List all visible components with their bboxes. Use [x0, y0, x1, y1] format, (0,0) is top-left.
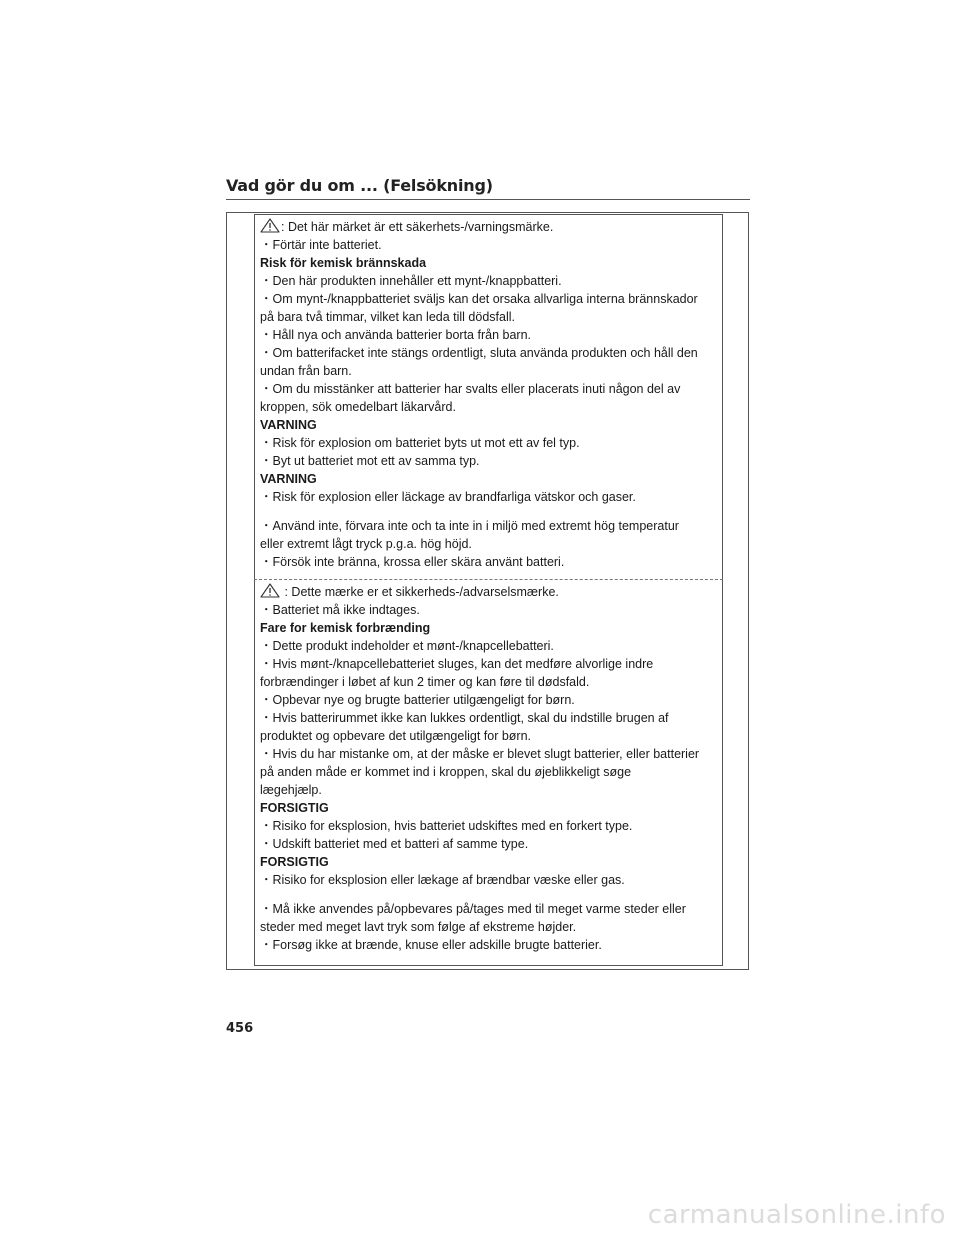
text-line: på bara två timmar, vilket kan leda till dödsfall. [260, 310, 515, 324]
text-line: ・Batteriet må ikke indtages. [260, 603, 420, 617]
text-line: ・Hvis batterirummet ikke kan lukkes ordentligt, skal du indstille brugen af [260, 711, 669, 725]
text-line: ・Om mynt-/knappbatteriet sväljs kan det orsaka allvarliga interna brännskador [260, 292, 698, 306]
danish-lines [260, 601, 716, 954]
warning-triangle-icon [260, 218, 280, 238]
danish-section [260, 583, 716, 954]
page-title: Vad gör du om ... (Felsökning) [226, 176, 493, 195]
text-line: ・Risk för explosion eller läckage av brandfarliga vätskor och gaser. [260, 490, 636, 504]
warning-triangle-icon [260, 583, 280, 603]
swedish-mark-text: : Det här märket är ett säkerhets-/varningsmärke. [281, 220, 554, 234]
text-line: ・Risk för explosion om batteriet byts ut mot ett av fel typ. [260, 436, 580, 450]
watermark: carmanualsonline.info [647, 1200, 946, 1230]
text-line: ・Udskift batteriet med et batteri af samme type. [260, 837, 529, 851]
text-line: ・Forsøg ikke at brænde, knuse eller adskille brugte batterier. [260, 938, 602, 952]
section-heading: Risk för kemisk brännskada [260, 256, 427, 270]
text-line: ・Må ikke anvendes på/opbevares på/tages med til meget varme steder eller [260, 902, 686, 916]
text-line: ・Risiko for eksplosion eller lækage af brændbar væske eller gas. [260, 873, 625, 887]
section-heading: FORSIGTIG [260, 855, 329, 869]
text-line: steder med meget lavt tryk som følge af ekstreme højder. [260, 920, 577, 934]
text-line: ・Förtär inte batteriet. [260, 238, 382, 252]
text-line: ・Försök inte bränna, krossa eller skära använt batteri. [260, 555, 565, 569]
text-line: ・Byt ut batteriet mot ett av samma typ. [260, 454, 480, 468]
section-heading: VARNING [260, 472, 317, 486]
text-line: undan från barn. [260, 364, 352, 378]
text-line: forbrændinger i løbet af kun 2 timer og kan føre til dødsfald. [260, 675, 590, 689]
text-line: ・Den här produkten innehåller ett mynt-/knappbatteri. [260, 274, 562, 288]
text-line: ・Risiko for eksplosion, hvis batteriet udskiftes med en forkert type. [260, 819, 633, 833]
text-line: produktet og opbevare det utilgængeligt for børn. [260, 729, 532, 743]
swedish-mark-line [260, 218, 716, 236]
text-line: lægehjælp. [260, 783, 322, 797]
page-number: 456 [226, 1021, 254, 1036]
swedish-section [260, 218, 716, 571]
section-heading: VARNING [260, 418, 317, 432]
section-heading: Fare for kemisk forbrænding [260, 621, 431, 635]
text-line: kroppen, sök omedelbart läkarvård. [260, 400, 456, 414]
text-line: ・Dette produkt indeholder et mønt-/knapcellebatteri. [260, 639, 554, 653]
text-line: ・Håll nya och använda batterier borta från barn. [260, 328, 531, 342]
text-line: ・Opbevar nye og brugte batterier utilgængeligt for børn. [260, 693, 575, 707]
text-line: ・Om du misstänker att batterier har svalts eller placerats inuti någon del av [260, 382, 681, 396]
danish-mark-line [260, 583, 716, 601]
section-heading: FORSIGTIG [260, 801, 329, 815]
text-line: ・Hvis du har mistanke om, at der måske er blevet slugt batterier, eller batterier [260, 747, 700, 761]
header-divider [226, 199, 750, 200]
text-line: på anden måde er kommet ind i kroppen, skal du øjeblikkeligt søge [260, 765, 632, 779]
text-line: ・Använd inte, förvara inte och ta inte in i miljö med extremt hög temperatur [260, 519, 679, 533]
text-line: ・Hvis mønt-/knapcellebatteriet sluges, kan det medføre alvorlige indre [260, 657, 654, 671]
language-divider [254, 579, 723, 580]
danish-mark-text: : Dette mærke er et sikkerheds-/advarselsmærke. [281, 585, 559, 599]
text-line: eller extremt lågt tryck p.g.a. hög höjd. [260, 537, 472, 551]
text-line: ・Om batterifacket inte stängs ordentligt, sluta använda produkten och håll den [260, 346, 698, 360]
swedish-lines [260, 236, 716, 571]
